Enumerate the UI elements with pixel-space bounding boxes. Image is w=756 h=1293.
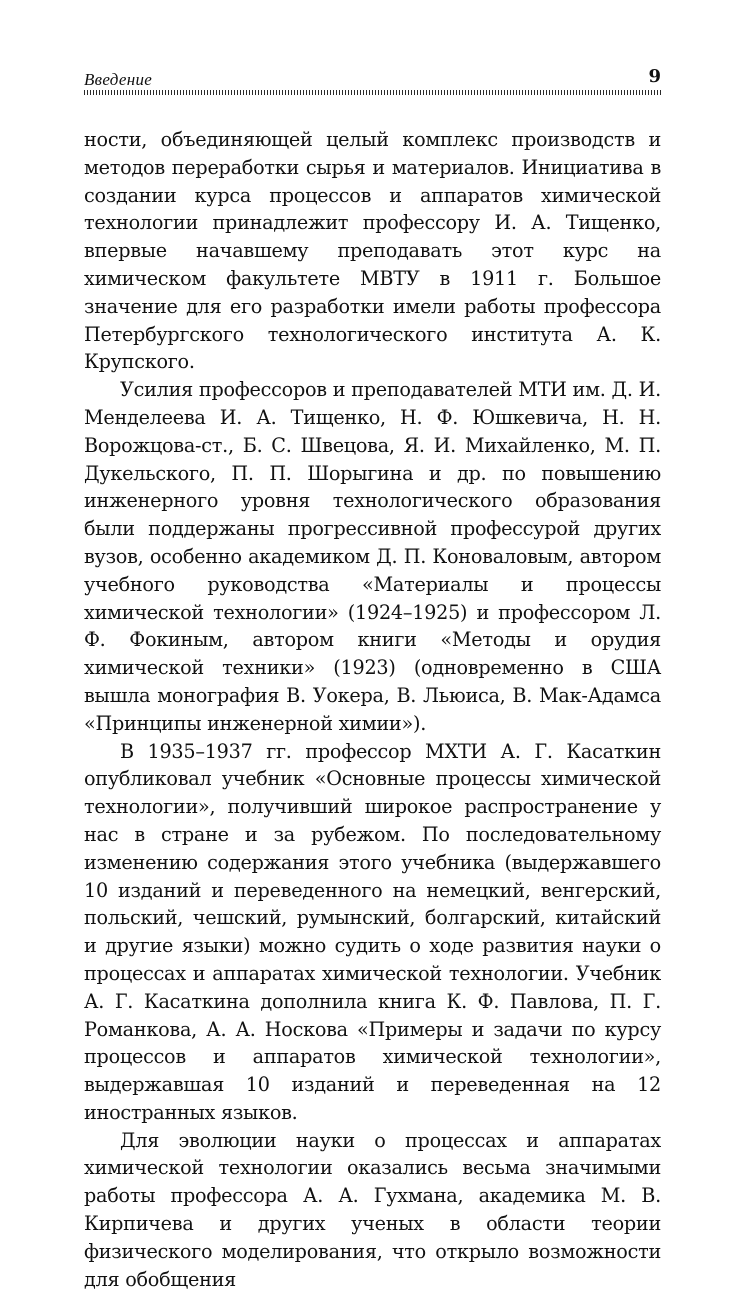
- paragraph-continued: ности, объединяющей целый комплекс производств и методов переработки сырья и материалов. Инициатива в создании курса процессов и аппаратов химической технологии принадлежит профессору И. А. Тищенко, впервые начавшему преподавать этот курс на химическом факультете МВТУ в 1911 г. Большое значение для его разработки имели работы профессора Петербургского технологического института А. К. Крупского.: [84, 128, 661, 374]
- body-text: [84, 126, 661, 1293]
- paragraph: В 1935–1937 гг. профессор МХТИ А. Г. Касаткин опубликовал учебник «Основные процессы химической технологии», получивший широкое распространение у нас в стране и за рубежом. По последовательному изменению содержания этого учебника (выдержавшего 10 изданий и переведенного на немецкий, венгерский, польский, чешский, румынский, болгарский, китайский и другие языки) можно судить о ходе развития науки о процессах и аппаратах химической технологии. Учебник А. Г. Касаткина дополнила книга К. Ф. Павлова, П. Г. Романкова, А. А. Носкова «Примеры и задачи по курсу процессов и аппаратов химической технологии», выдержавшая 10 изданий и переведенная на 12 иностранных языков.: [84, 739, 661, 1124]
- section-title: Введение: [84, 70, 153, 89]
- header-rule: [84, 90, 661, 95]
- page-number: 9: [648, 66, 661, 87]
- running-header: [84, 66, 661, 90]
- paragraph: Для эволюции науки о процессах и аппаратах химической технологии оказались весьма значимыми работы профессора А. А. Гухмана, академика М. В. Кирпичева и других ученых в области теории физического моделирования, что открыло возможности для обобщения: [84, 1128, 661, 1291]
- paragraph: Усилия профессоров и преподавателей МТИ им. Д. И. Менделеева И. А. Тищенко, Н. Ф. Юшкевича, Н. Н. Ворожцова-ст., Б. С. Швецова, Я. И. Михайленко, М. П. Дукельского, П. П. Шорыгина и др. по повышению инженерного уровня технологического образования были поддержаны прогрессивной профессурой других вузов, особенно академиком Д. П. Коноваловым, автором учебного руководства «Материалы и процессы химической технологии» (1924–1925) и профессором Л. Ф. Фокиным, автором книги «Методы и орудия химической техники» (1923) (одновременно в США вышла монография В. Уокера, В. Льюиса, В. Мак-Адамса «Принципы инженерной химии»).: [84, 378, 661, 735]
